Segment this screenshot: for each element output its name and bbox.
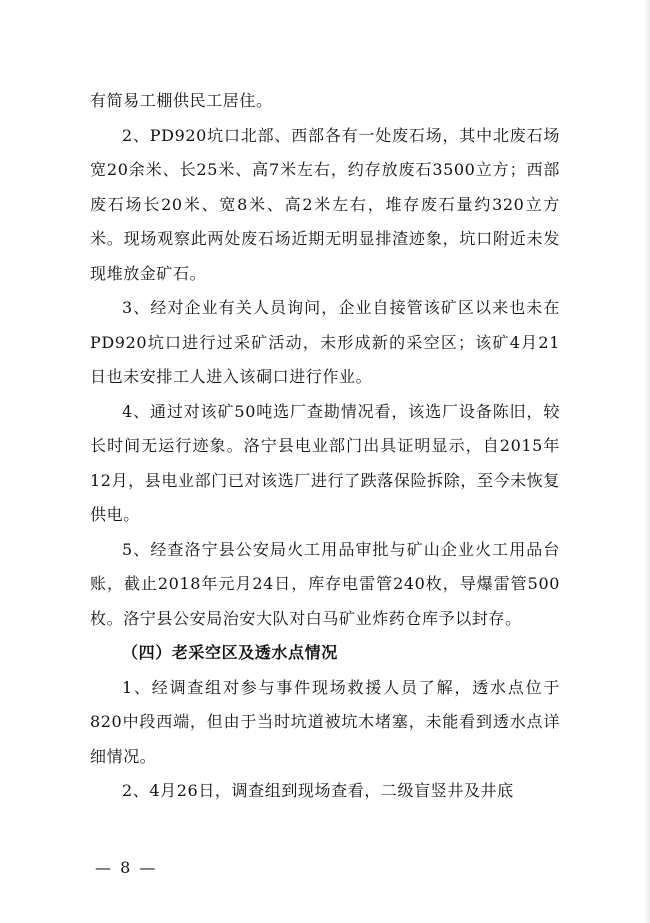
paragraph-water-inrush-point: 1、经调查组对参与事件现场救援人员了解，透水点位于820中段西端，但由于当时坑道被坑木堵塞，未能看到透水点详细情况。: [90, 677, 560, 766]
paragraph-processing-plant: 4、通过对该矿50吨选厂查勘情况看，该选厂设备陈旧，较长时间无运行迹象。洛宁县电业部门出具证明显示，自2015年12月，县电业部门已对该选厂进行了跌落保险拆除，至今未恢复供电。: [90, 401, 560, 524]
section-heading: （四）老采空区及透水点情况: [122, 643, 338, 662]
paragraph-no-mining-activity: 3、经对企业有关人员询问，企业自接管该矿区以来也未在PD920坑口进行过采矿活动，未形成新的采空区；该矿4月21日也未安排工人进入该硐口进行作业。: [90, 298, 560, 386]
paragraph-explosives-records: 5、经查洛宁县公安局火工用品审批与矿山企业火工用品台账，截止2018年元月24日，库存电雷管240枚，导爆雷管500枚。洛宁县公安局治安大队对白马矿业炸药仓库予以封存。: [90, 539, 560, 628]
paragraph-continuation: 有简易工棚供民工居住。: [90, 91, 273, 110]
page-number: — 8 —: [95, 858, 158, 877]
paragraph-site-inspection: 2、4月26日，调查组到现场查看，二级盲竖井及井底: [122, 781, 514, 800]
scan-edge: [644, 0, 650, 923]
document-body: [90, 84, 560, 809]
paragraph-waste-rock-yards: 2、PD920坑口北部、西部各有一处废石场，其中北废石场宽20余米、长25米、高7米左右，约存放废石3500立方；西部废石场长20米、宽8米、高2米左右，堆存废石量约320立方米。现场观察此两处废石场近期无明显排渣迹象，坑口附近未发现堆放金矿石。: [90, 125, 560, 283]
